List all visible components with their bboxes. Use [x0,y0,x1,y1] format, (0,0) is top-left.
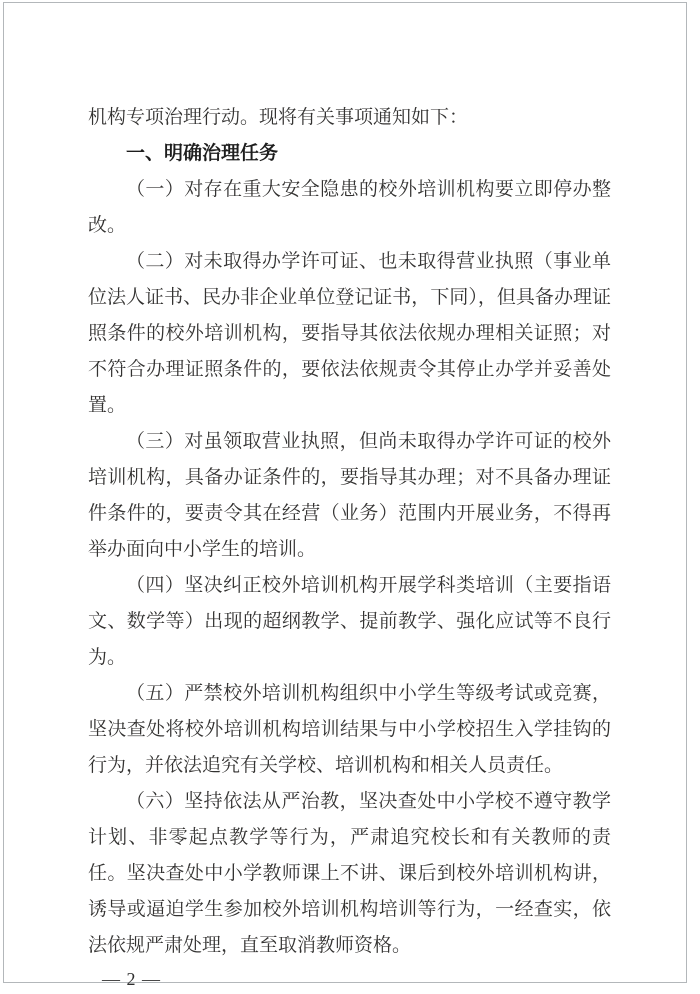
list-item-2: （二）对未取得办学许可证、也未取得营业执照（事业单位法人证书、民办非企业单位登记证书，下同），但具备办理证照条件的校外培训机构，要指导其依法依规办理相关证照；对不符合办理证照条件的，要依法依规责令其停止办学并妥善处置。 [88,251,611,416]
list-item-4: （四）坚决纠正校外培训机构开展学科类培训（主要指语文、数学等）出现的超纲教学、提前教学、强化应试等不良行为。 [88,575,611,668]
intro-continuation-paragraph: 机构专项治理行动。现将有关事项通知如下： [88,107,469,128]
list-item-5: （五）严禁校外培训机构组织中小学生等级考试或竞赛，坚决查处将校外培训机构培训结果与中小学校招生入学挂钩的行为，并依法追究有关学校、培训机构和相关人员责任。 [88,683,611,776]
document-body [88,100,611,994]
list-item-6: （六）坚持依法从严治教，坚决查处中小学校不遵守教学计划、非零起点教学等行为，严肃追究校长和有关教师的责任。坚决查处中小学教师课上不讲、课后到校外培训机构讲，诱导或逼迫学生参加校外培训机构培训等行为，一经查实，依法依规严肃处理，直至取消教师资格。 [88,791,611,956]
section-heading: 一、明确治理任务 [126,143,279,164]
list-item-1: （一）对存在重大安全隐患的校外培训机构要立即停办整改。 [88,179,611,236]
list-item-3: （三）对虽领取营业执照，但尚未取得办学许可证的校外培训机构，具备办证条件的，要指导其办理；对不具备办理证件条件的，要责令其在经营（业务）范围内开展业务，不得再举办面向中小学生的培训。 [88,431,611,560]
page-number: — 2 — [102,969,161,989]
